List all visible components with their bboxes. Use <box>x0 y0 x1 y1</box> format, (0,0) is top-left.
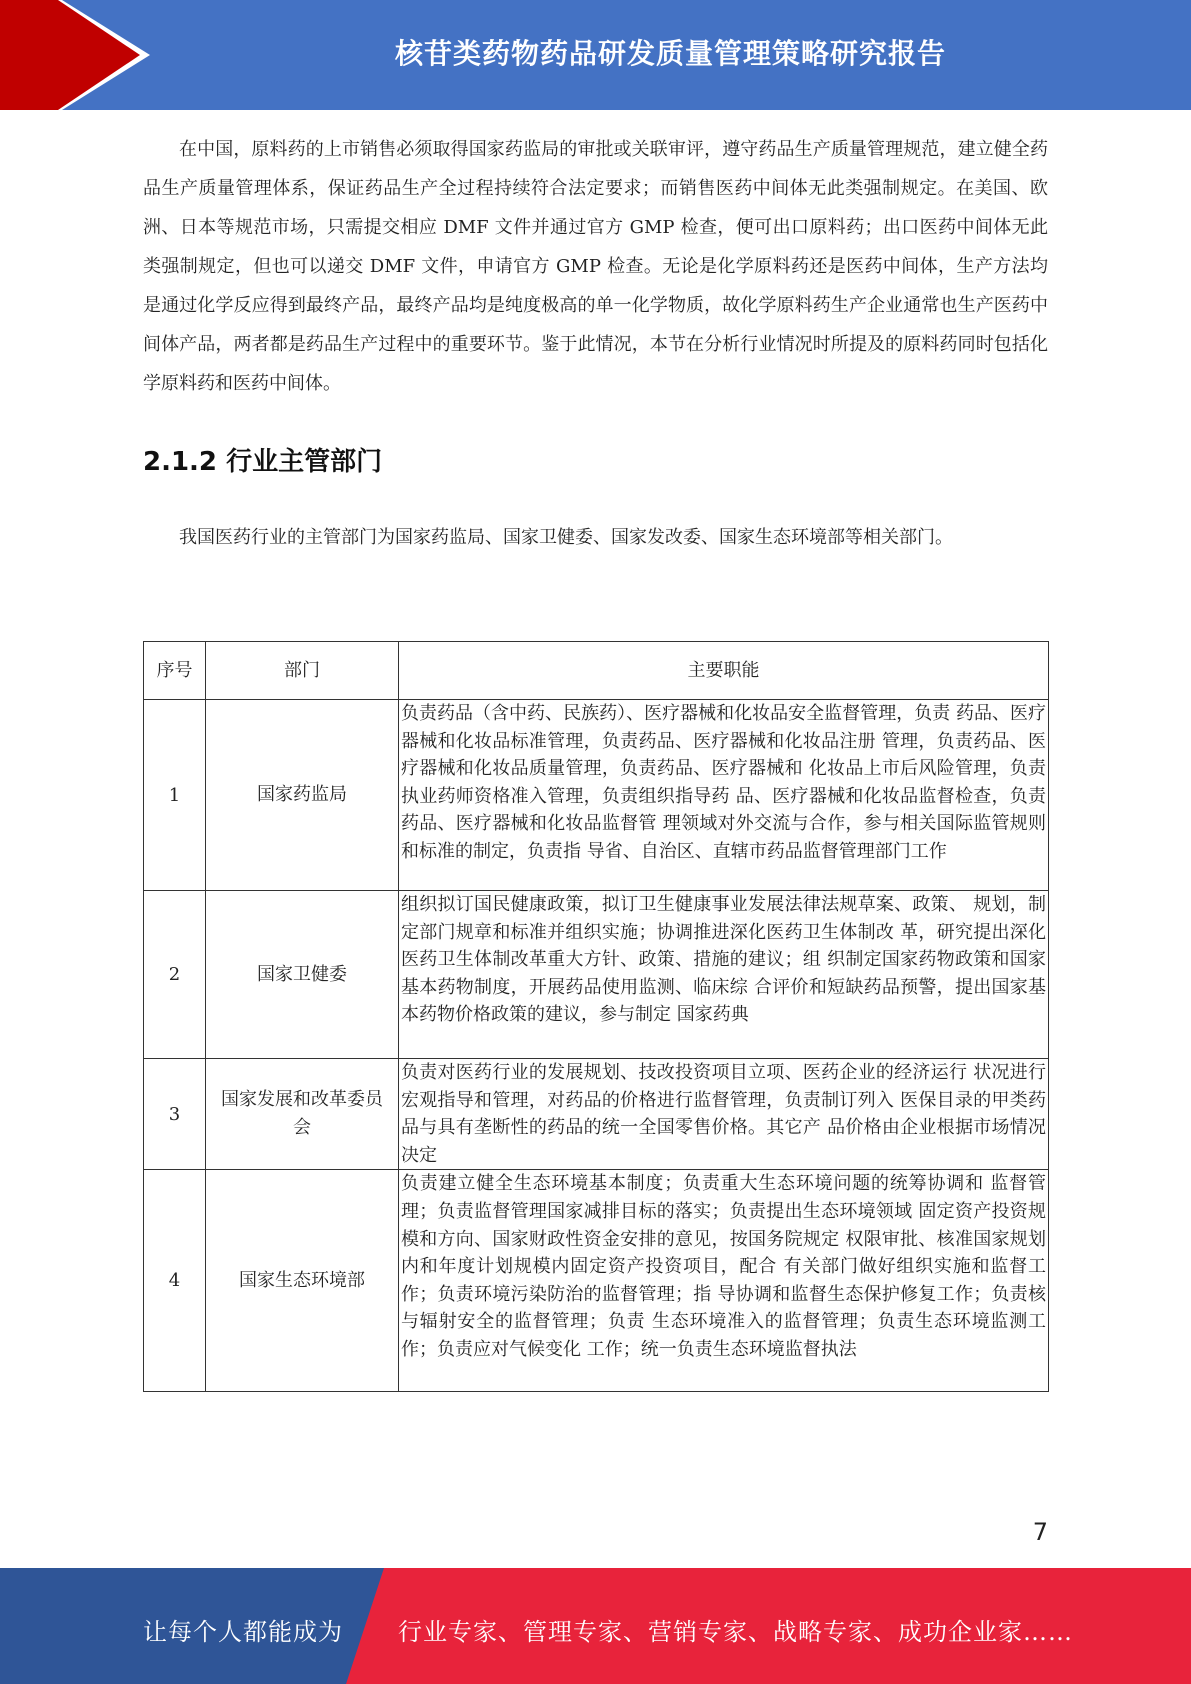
row-no: 3 <box>144 1059 206 1170</box>
main-content <box>143 130 1048 557</box>
row-func: 组织拟订国民健康政策，拟订卫生健康事业发展法律法规草案、政策、 规划，制定部门规章和标准并组织实施；协调推进深化医药卫生体制改 革，研究提出深化医药卫生体制改革重大方针、政策、措施的建议；组 织制定国家药物政策和国家基本药物制度，开展药品使用监测、临床综 合评价和短缺药品预警，提出国家基本药物价格政策的建议，参与制定 国家药典 <box>399 891 1049 1059</box>
row-func: 负责药品（含中药、民族药）、医疗器械和化妆品安全监督管理，负责 药品、医疗器械和化妆品标准管理，负责药品、医疗器械和化妆品注册 管理，负责药品、医疗器械和化妆品质量管理，负责药品、医疗器械和 化妆品上市后风险管理，负责执业药师资格准入管理，负责组织指导药 品、医疗器械和化妆品监督检查，负责药品、医疗器械和化妆品监督管 理领域对外交流与合作，参与相关国际监管规则和标准的制定，负责指 导省、自治区、直辖市药品监督管理部门工作 <box>399 700 1049 891</box>
report-title: 核苷类药物药品研发质量管理策略研究报告 <box>394 37 946 70</box>
row-dept: 国家发展和改革委员会 <box>206 1059 399 1170</box>
page-header-bar <box>0 0 1191 110</box>
row-no: 4 <box>144 1170 206 1392</box>
row-dept: 国家药监局 <box>206 700 399 891</box>
row-dept: 国家生态环境部 <box>206 1170 399 1392</box>
departments-paragraph: 我国医药行业的主管部门为国家药监局、国家卫健委、国家发改委、国家生态环境部等相关部门。 <box>179 527 953 548</box>
footer-slogan-left: 让每个人都能成为 <box>143 1618 343 1646</box>
page-number: 7 <box>1032 1518 1048 1546</box>
header-no: 序号 <box>144 642 206 700</box>
footer-slogan-right: 行业专家、管理专家、营销专家、战略专家、成功企业家…… <box>398 1618 1073 1646</box>
table-row <box>144 700 1049 891</box>
table-row <box>144 891 1049 1059</box>
row-dept: 国家卫健委 <box>206 891 399 1059</box>
row-func: 负责对医药行业的发展规划、技改投资项目立项、医药企业的经济运行 状况进行宏观指导和管理，对药品的价格进行监督管理，负责制订列入 医保目录的甲类药品与具有垄断性的药品的统一全国零售价格。其它产 品价格由企业根据市场情况决定 <box>399 1059 1049 1170</box>
header-dept: 部门 <box>206 642 399 700</box>
section-heading: 2.1.2 行业主管部门 <box>143 447 383 477</box>
table-row <box>144 1170 1049 1392</box>
header-chevron-icon <box>0 0 160 110</box>
intro-paragraph: 在中国，原料药的上市销售必须取得国家药监局的审批或关联审评，遵守药品生产质量管理规范，建立健全药品生产质量管理体系，保证药品生产全过程持续符合法定要求；而销售医药中间体无此类强制规定。在美国、欧洲、日本等规范市场，只需提交相应 DMF 文件并通过官方 GMP 检查，便可出口原料药；出口医药中间体无此类强制规定，但也可以递交 DMF 文件，申请官方 GMP 检查。无论是化学原料药还是医药中间体，生产方法均是通过化学反应得到最终产品，最终产品均是纯度极高的单一化学物质，故化学原料药生产企业通常也生产医药中间体产品，两者都是药品生产过程中的重要环节。鉴于此情况，本节在分析行业情况时所提及的原料药同时包括化学原料药和医药中间体。 <box>143 139 1048 394</box>
row-no: 2 <box>144 891 206 1059</box>
table-header-row <box>144 642 1049 700</box>
header-func: 主要职能 <box>399 642 1049 700</box>
table-row <box>144 1059 1049 1170</box>
departments-table <box>143 641 1049 1392</box>
row-func: 负责建立健全生态环境基本制度；负责重大生态环境问题的统筹协调和 监督管理；负责监督管理国家减排目标的落实；负责提出生态环境领域 固定资产投资规模和方向、国家财政性资金安排的意见，按国务院规定 权限审批、核准国家规划内和年度计划规模内固定资产投资项目，配合 有关部门做好组织实施和监督工作；负责环境污染防治的监督管理；指 导协调和监督生态保护修复工作；负责核与辐射安全的监督管理；负责 生态环境准入的监督管理；负责生态环境监测工作；负责应对气候变化 工作；统一负责生态环境监督执法 <box>399 1170 1049 1392</box>
row-no: 1 <box>144 700 206 891</box>
